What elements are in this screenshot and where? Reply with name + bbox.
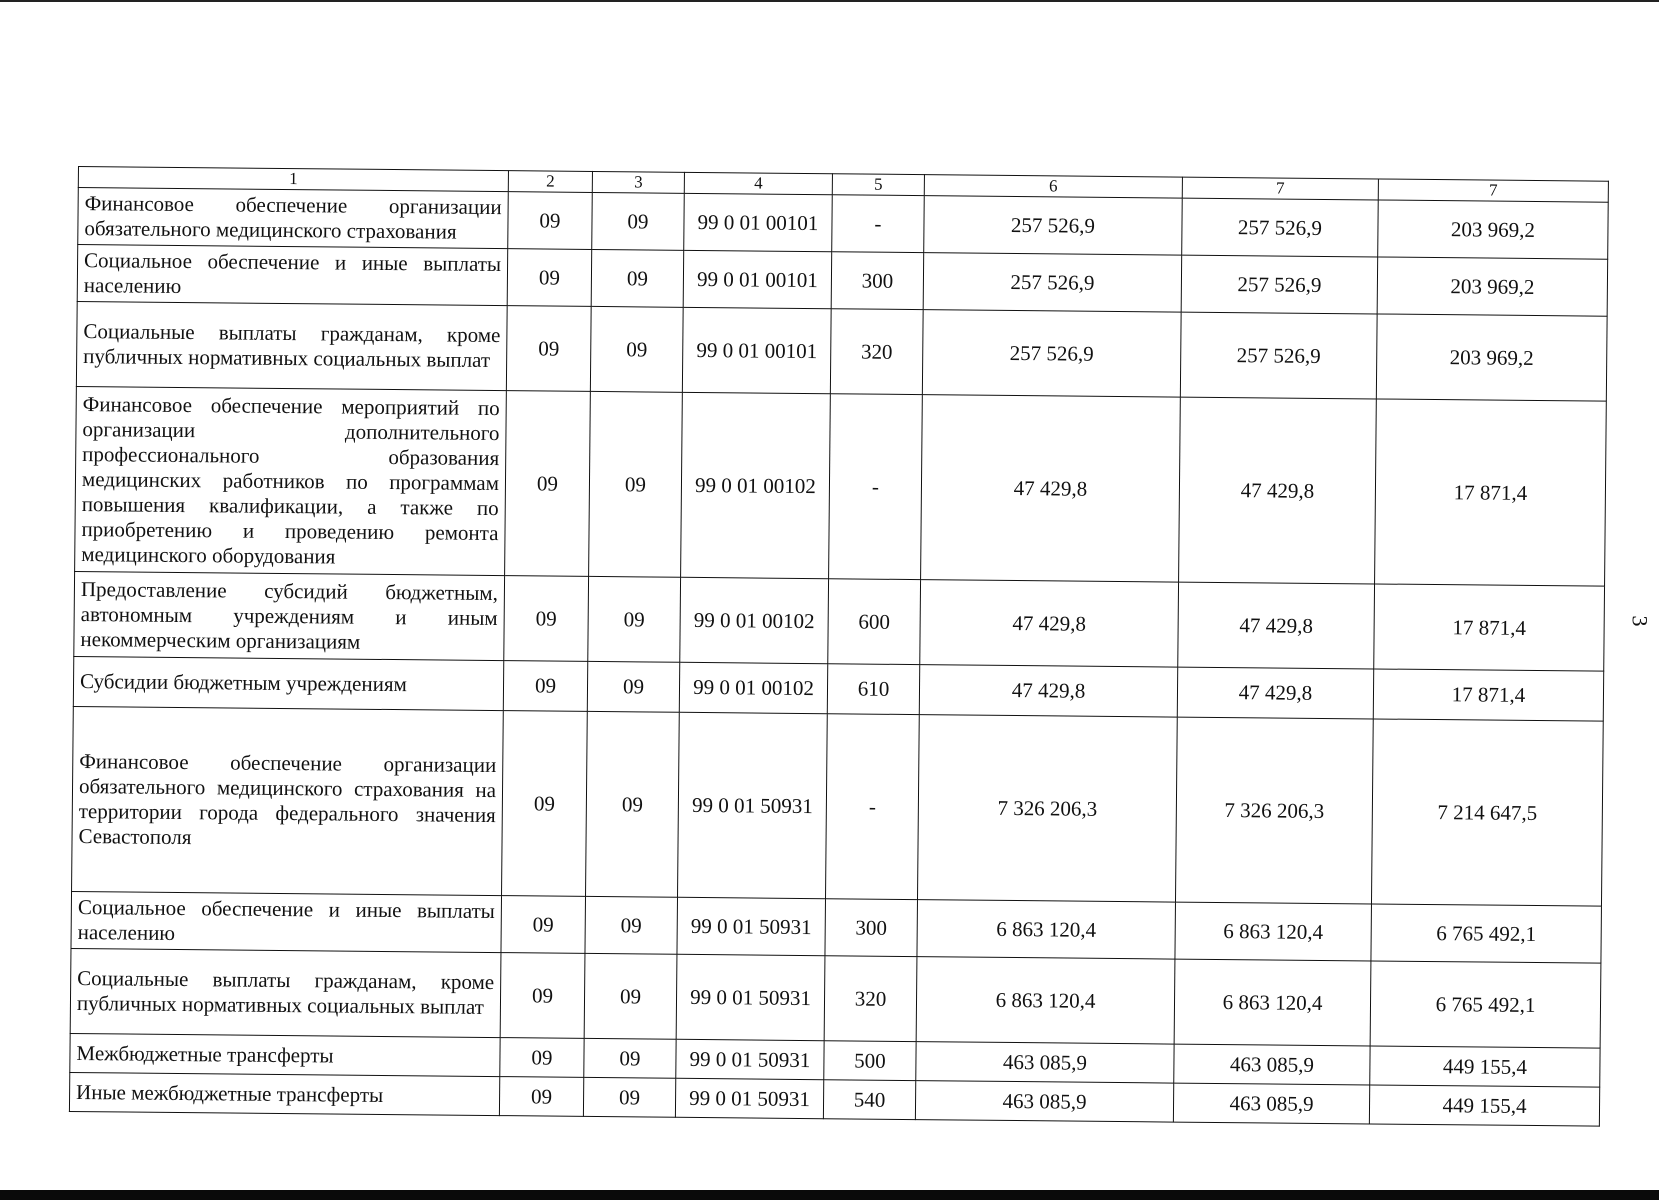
cell-subsection: 09 — [589, 391, 683, 577]
cell-section: 09 — [505, 391, 591, 577]
cell-target-article: 99 0 01 50931 — [677, 897, 826, 955]
table-row — [75, 386, 1607, 586]
cell-expense-type: 300 — [825, 899, 918, 957]
cell-amount-3: 6 765 492,1 — [1371, 904, 1602, 963]
row-name: Финансовое обеспечение организации обязательного медицинского страхования — [78, 188, 509, 249]
cell-amount-1: 47 429,8 — [919, 665, 1177, 717]
col-header-2: 2 — [508, 171, 592, 193]
table-row — [74, 571, 1605, 671]
row-name: Социальные выплаты гражданам, кроме публичных нормативных социальных выплат — [70, 948, 501, 1037]
cell-amount-3: 6 765 492,1 — [1370, 961, 1601, 1048]
cell-amount-2: 257 526,9 — [1182, 198, 1379, 257]
cell-subsection: 09 — [590, 306, 683, 392]
table-row — [76, 301, 1607, 401]
cell-expense-type: 540 — [823, 1080, 915, 1120]
cell-section: 09 — [503, 661, 587, 712]
col-header-5: 5 — [832, 174, 924, 196]
cell-section: 09 — [508, 192, 593, 250]
cell-amount-2: 463 085,9 — [1173, 1083, 1369, 1124]
cell-amount-1: 47 429,8 — [921, 395, 1181, 582]
cell-subsection: 09 — [591, 249, 684, 307]
cell-expense-type: 320 — [824, 956, 917, 1042]
cell-amount-3: 7 214 647,5 — [1371, 719, 1603, 906]
cell-amount-2: 257 526,9 — [1180, 312, 1377, 399]
col-header-6: 6 — [924, 175, 1182, 198]
row-name: Межбюджетные трансферты — [70, 1033, 500, 1076]
cell-amount-1: 463 085,9 — [916, 1042, 1174, 1083]
cell-target-article: 99 0 01 50931 — [675, 1078, 823, 1118]
cell-amount-3: 203 969,2 — [1376, 314, 1607, 401]
cell-amount-2: 47 429,8 — [1177, 667, 1373, 719]
cell-amount-3: 17 871,4 — [1374, 584, 1605, 671]
budget-table-container — [69, 166, 1608, 1127]
cell-amount-1: 7 326 206,3 — [917, 715, 1177, 902]
cell-subsection: 09 — [592, 192, 685, 250]
cell-section: 09 — [507, 249, 592, 307]
cell-section: 09 — [506, 306, 591, 392]
cell-target-article: 99 0 01 50931 — [676, 954, 825, 1040]
cell-expense-type: 300 — [831, 252, 924, 310]
col-header-3: 3 — [592, 171, 684, 193]
cell-amount-1: 47 429,8 — [920, 580, 1179, 667]
cell-amount-2: 47 429,8 — [1179, 397, 1377, 584]
cell-amount-2: 6 863 120,4 — [1175, 902, 1372, 961]
row-name: Субсидии бюджетным учреждениям — [73, 656, 503, 710]
cell-amount-2: 7 326 206,3 — [1175, 717, 1373, 904]
cell-subsection: 09 — [587, 661, 679, 712]
row-name: Социальные выплаты гражданам, кроме публичных нормативных социальных выплат — [76, 301, 507, 390]
row-name: Социальное обеспечение и иные выплаты населению — [71, 891, 502, 952]
cell-expense-type: - — [829, 394, 923, 580]
cell-subsection: 09 — [585, 896, 678, 954]
cell-expense-type: - — [826, 714, 920, 900]
col-header-4: 4 — [684, 172, 832, 194]
cell-amount-2: 47 429,8 — [1178, 582, 1375, 669]
cell-target-article: 99 0 01 50931 — [676, 1039, 824, 1079]
cell-expense-type: 600 — [828, 579, 921, 665]
col-header-7: 7 — [1182, 177, 1378, 200]
cell-amount-2: 6 863 120,4 — [1174, 959, 1371, 1046]
page-number: 3 — [1627, 615, 1653, 627]
row-name: Предоставление субсидий бюджетным, автономным учреждениям и иным некоммерческим организациям — [74, 571, 505, 660]
cell-expense-type: 320 — [830, 309, 923, 395]
cell-amount-2: 463 085,9 — [1174, 1044, 1370, 1085]
row-name: Финансовое обеспечение организации обязательного медицинского страхования на территории города федерального значения Севастополя — [72, 706, 504, 895]
cell-amount-3: 203 969,2 — [1377, 257, 1608, 316]
col-header-8: 7 — [1378, 179, 1608, 202]
cell-amount-3: 449 155,4 — [1370, 1046, 1600, 1087]
cell-section: 09 — [504, 576, 589, 662]
cell-target-article: 99 0 01 50931 — [678, 712, 828, 898]
cell-amount-1: 6 863 120,4 — [916, 957, 1175, 1044]
row-name: Иные межбюджетные трансферты — [69, 1072, 499, 1115]
cell-subsection: 09 — [584, 1038, 676, 1078]
cell-subsection: 09 — [588, 576, 681, 662]
cell-amount-1: 257 526,9 — [923, 253, 1182, 312]
cell-target-article: 99 0 01 00101 — [683, 250, 832, 308]
cell-subsection: 09 — [584, 953, 677, 1039]
cell-amount-1: 257 526,9 — [922, 310, 1181, 397]
row-name: Финансовое обеспечение мероприятий по организации дополнительного профессионального образования медицинских работников по программам повышения квалификации, а также по приобретению и проведению ремонта медицинского оборудования — [75, 386, 507, 575]
budget-table — [69, 166, 1609, 1127]
cell-expense-type: 500 — [824, 1041, 916, 1081]
cell-amount-3: 203 969,2 — [1378, 200, 1609, 259]
scan-edge-bottom — [0, 1190, 1659, 1200]
cell-section: 09 — [499, 1077, 583, 1117]
cell-amount-3: 449 155,4 — [1369, 1085, 1599, 1126]
cell-subsection: 09 — [586, 711, 680, 897]
cell-subsection: 09 — [583, 1077, 675, 1117]
cell-target-article: 99 0 01 00102 — [680, 577, 829, 663]
cell-expense-type: - — [832, 195, 925, 253]
cell-section: 09 — [500, 953, 585, 1039]
cell-amount-3: 17 871,4 — [1373, 669, 1603, 721]
cell-target-article: 99 0 01 00101 — [684, 193, 833, 251]
cell-amount-1: 257 526,9 — [924, 196, 1183, 255]
cell-amount-1: 463 085,9 — [915, 1081, 1173, 1122]
cell-expense-type: 610 — [827, 664, 919, 715]
table-row — [70, 948, 1601, 1048]
table-row — [72, 706, 1604, 906]
col-header-1: 1 — [78, 167, 508, 192]
cell-section: 09 — [500, 1038, 584, 1078]
cell-amount-1: 6 863 120,4 — [917, 900, 1176, 959]
cell-target-article: 99 0 01 00102 — [681, 392, 831, 578]
cell-section: 09 — [501, 896, 586, 954]
row-name: Социальное обеспечение и иные выплаты населению — [77, 245, 508, 306]
scan-edge-top — [0, 0, 1659, 2]
cell-target-article: 99 0 01 00102 — [679, 662, 827, 713]
cell-target-article: 99 0 01 00101 — [682, 307, 831, 393]
cell-section: 09 — [502, 711, 588, 897]
cell-amount-3: 17 871,4 — [1375, 399, 1607, 586]
cell-amount-2: 257 526,9 — [1181, 255, 1378, 314]
